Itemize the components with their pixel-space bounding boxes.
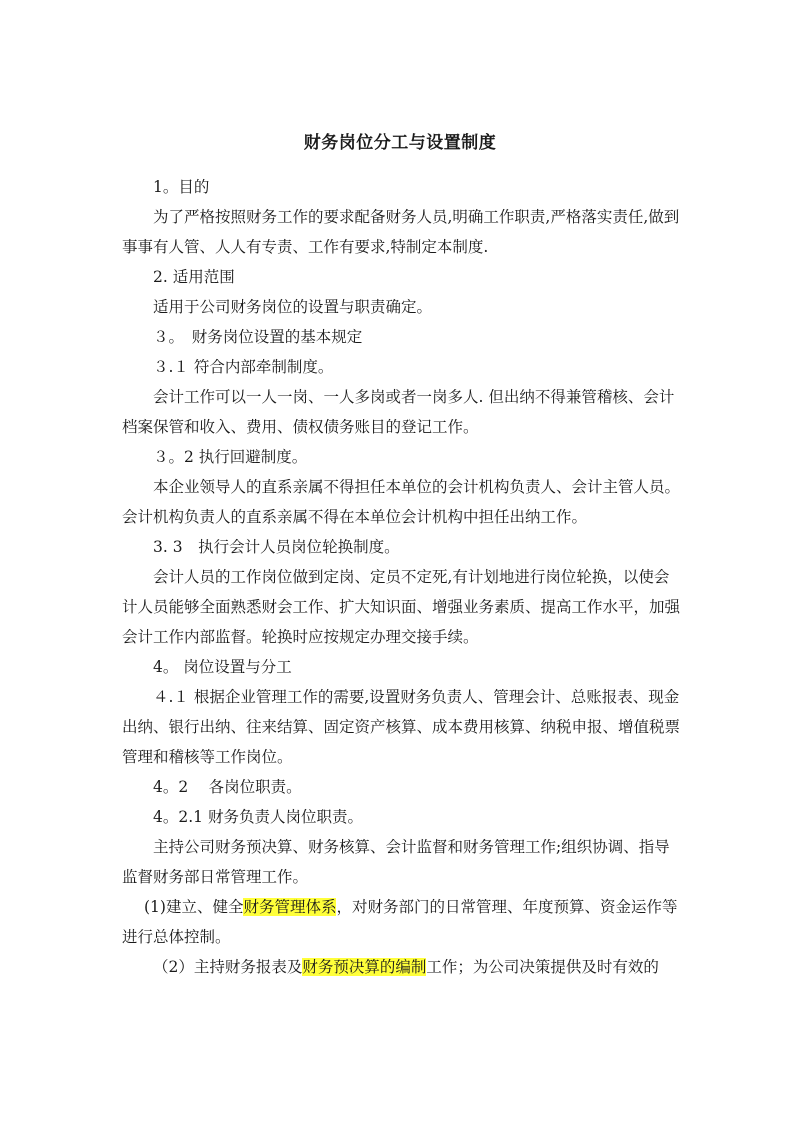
paragraph: ３.１ 符合内部牵制制度。 — [153, 358, 334, 376]
paragraph: 3. 3 执行会计人员岗位轮换制度。 — [153, 538, 400, 556]
paragraph: 4。 岗位设置与分工 — [153, 658, 292, 676]
highlighted-text: 财务管理体系 — [243, 898, 337, 916]
paragraph: ４.１ 根据企业管理工作的需要,设置财务负责人、管理会计、总账报表、现金出纳、银行出纳、往来结算、固定资产核算、成本费用核算、纳税申报、增值税票管理和稽核等工作岗位。 — [122, 688, 681, 766]
paragraph-text: (1)建立、健全 — [144, 898, 244, 916]
paragraph: 1。目的 — [153, 178, 210, 196]
document-title: 财务岗位分工与设置制度 — [303, 133, 497, 153]
paragraph-text: 工作；为公司决策提供及时有效的 — [426, 958, 659, 976]
paragraph: 4。2.1 财务负责人岗位职责。 — [153, 808, 363, 826]
paragraph: 4。2 各岗位职责。 — [153, 778, 302, 796]
paragraph-highlighted — [122, 952, 682, 982]
highlighted-text: 财务预决算的编制 — [302, 958, 427, 976]
paragraph: 2. 适用范围 — [153, 268, 235, 286]
paragraph: 本企业领导人的直系亲属不得担任本单位的会计机构负责人、会计主管人员。会计机构负责人的直系亲属不得在本单位会计机构中担任出纳工作。 — [122, 478, 681, 526]
paragraph: 适用于公司财务岗位的设置与职责确定。 — [153, 298, 433, 316]
paragraph: ３。2 执行回避制度。 — [153, 448, 308, 466]
document-body — [122, 172, 682, 982]
paragraph: 会计人员的工作岗位做到定岗、定员不定死,有计划地进行岗位轮换，以使会计人员能够全面熟悉财会工作、扩大知识面、增强业务素质、提高工作水平，加强会计工作内部监督。轮换时应按规定办理交接手续。 — [122, 568, 681, 646]
paragraph: ３。 财务岗位设置的基本规定 — [153, 328, 363, 346]
paragraph: 主持公司财务预决算、财务核算、会计监督和财务管理工作;组织协调、指导监督财务部日常管理工作。 — [122, 838, 670, 886]
paragraph: 为了严格按照财务工作的要求配备财务人员,明确工作职责,严格落实责任,做到事事有人管、人人有专责、工作有要求,特制定本制度. — [122, 208, 680, 256]
paragraph-text: （2）主持财务报表及 — [153, 958, 303, 976]
paragraph-highlighted — [122, 892, 682, 952]
paragraph-text: ，对财务部门的日常管理、年度预算、资金运作等进行总体控制。 — [122, 898, 678, 946]
paragraph: 会计工作可以一人一岗、一人多岗或者一岗多人. 但出纳不得兼管稽核、会计档案保管和收入、费用、债权债务账目的登记工作。 — [122, 388, 675, 436]
